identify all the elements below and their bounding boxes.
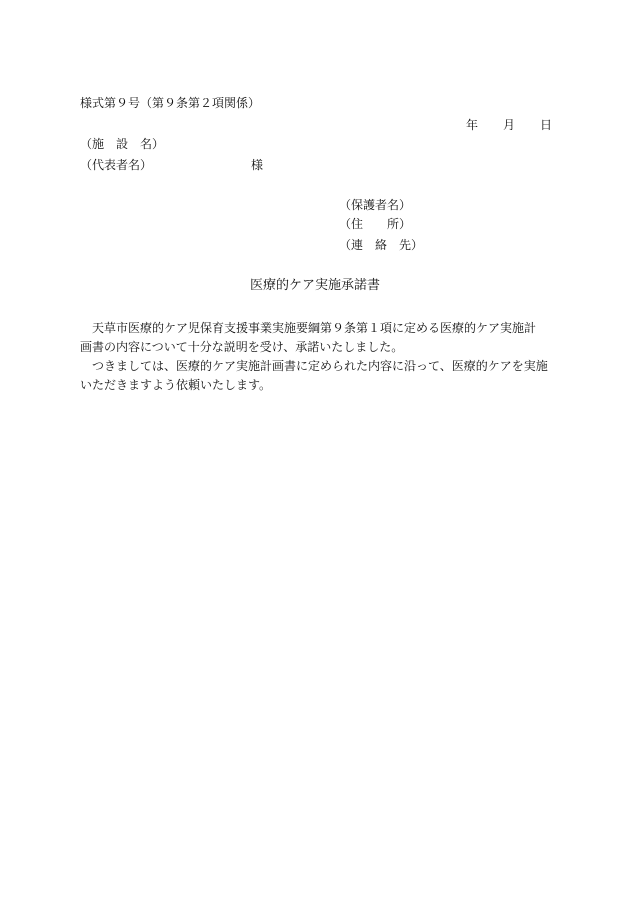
body-line: いただきますよう依頼いたします。	[80, 378, 272, 392]
body-line: 天草市医療的ケア児保育支援事業実施要綱第９条第１項に定める医療的ケア実施計	[80, 321, 537, 335]
representative-name-label: （代表者名）	[80, 158, 153, 172]
date-year-label: 年	[466, 118, 479, 132]
facility-name-label: （施 設 名）	[80, 137, 165, 151]
body-line: 画書の内容について十分な説明を受け、承諾いたしました。	[80, 340, 404, 354]
form-number: 様式第９号（第９条第２項関係）	[80, 96, 261, 110]
date-month-label: 月	[503, 118, 516, 132]
address-label: （住 所）	[339, 217, 412, 231]
document-title: 医療的ケア実施承諾書	[249, 278, 380, 293]
honorific-sama: 様	[251, 158, 264, 172]
body-paragraphs	[80, 319, 553, 395]
date-day-label: 日	[540, 118, 553, 132]
contact-label: （連 絡 先）	[339, 238, 424, 252]
guardian-name-label: （保護者名）	[339, 198, 412, 212]
body-line: つきましては、医療的ケア実施計画書に定められた内容に沿って、医療的ケアを実施	[80, 359, 548, 373]
